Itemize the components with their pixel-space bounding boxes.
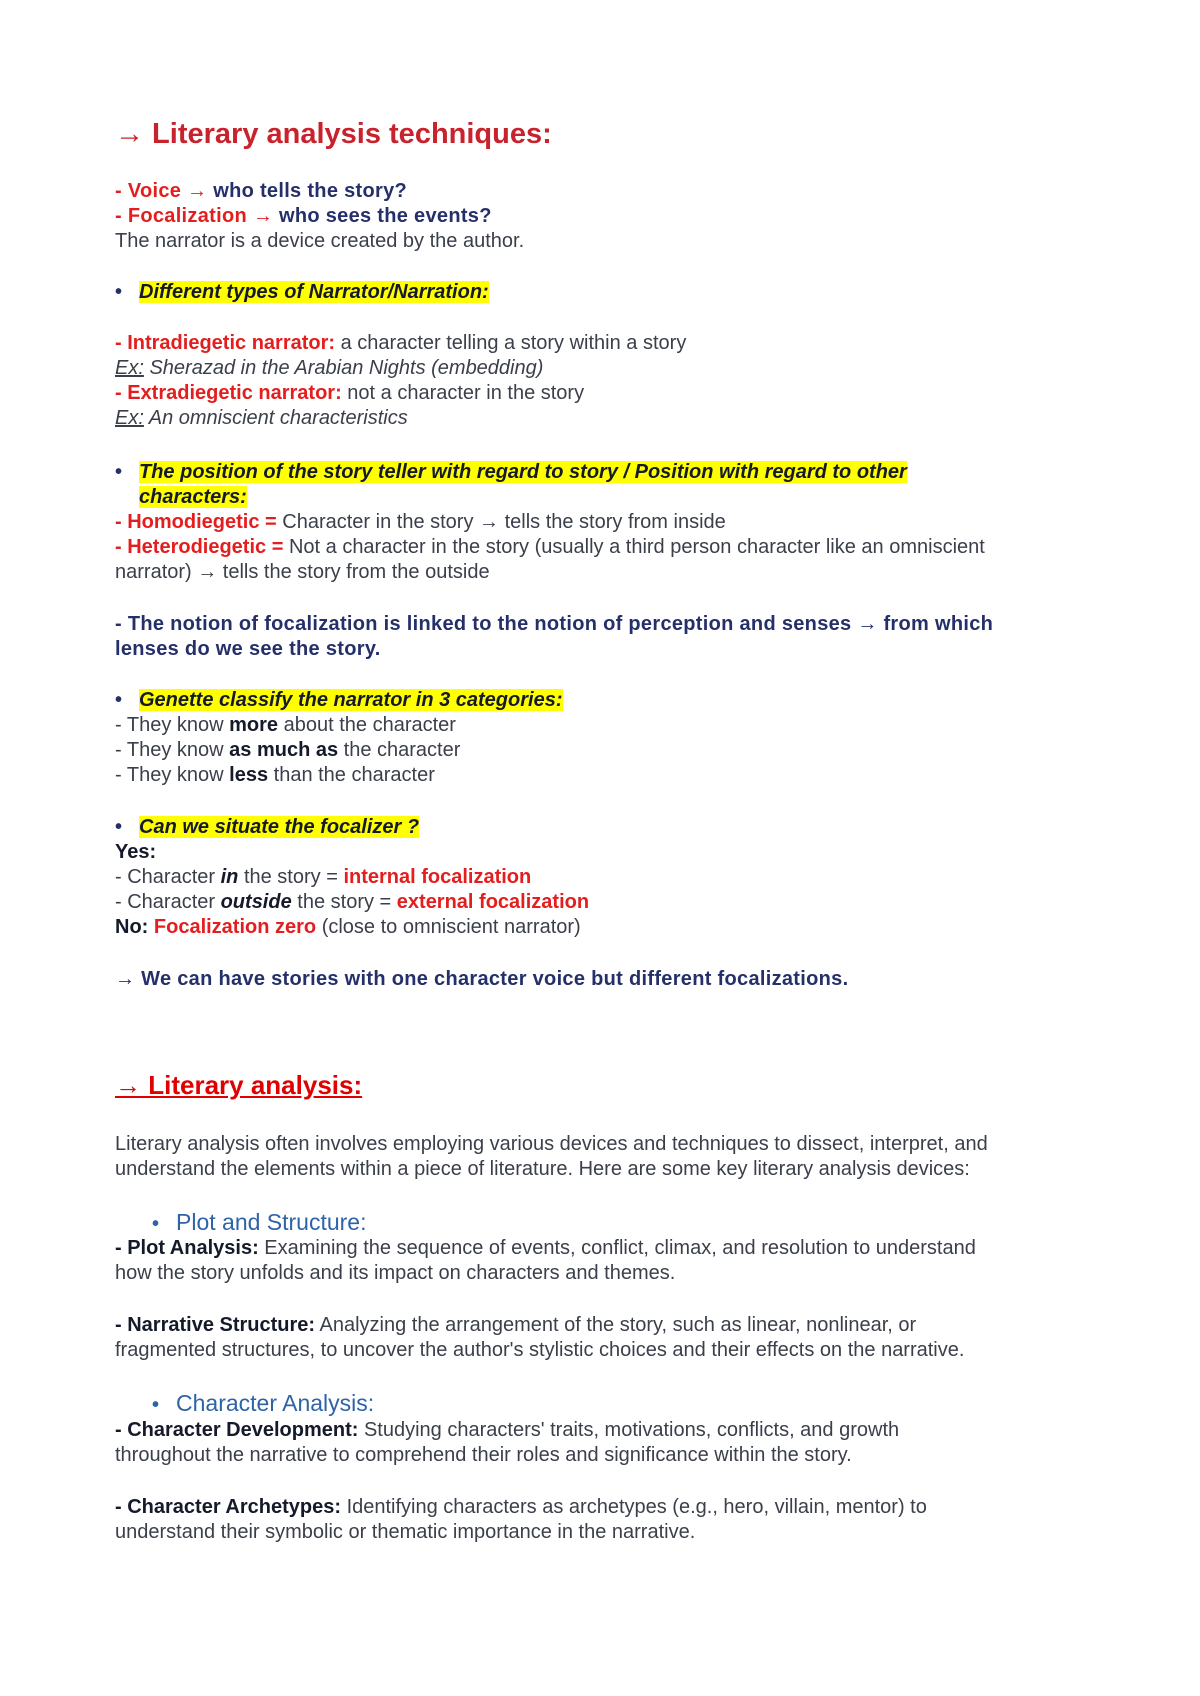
voice-label: - Voice → xyxy=(115,180,208,202)
character-in-middle: the story = xyxy=(243,866,338,888)
plot-analysis-text: Examining the sequence of events, conflict, climax, and resolution to understand xyxy=(264,1237,976,1259)
know-same-emphasis: as much as xyxy=(229,739,339,761)
extradiegetic-line xyxy=(115,381,584,405)
know-less-line xyxy=(115,763,435,787)
character-development-line xyxy=(115,1418,899,1442)
internal-focalization: internal focalization xyxy=(343,866,532,888)
bullet-position-cont xyxy=(139,485,247,509)
voice-line xyxy=(115,179,407,203)
character-analysis-heading xyxy=(152,1389,374,1417)
highlight-position-2: characters: xyxy=(139,486,247,508)
intro-line-1: Literary analysis often involves employing various devices and techniques to dissect, interpret, and xyxy=(115,1133,988,1155)
heterodiegetic-cont: narrator) → tells the story from the outside xyxy=(115,561,490,583)
character-development-text: Studying characters' traits, motivations, conflicts, and growth xyxy=(363,1419,900,1441)
know-more-suffix: about the character xyxy=(283,714,456,736)
no-line xyxy=(115,915,581,939)
section-title-literary-analysis: → Literary analysis: xyxy=(115,1070,363,1100)
character-out-emphasis: outside xyxy=(220,891,292,913)
focalization-zero: Focalization zero xyxy=(153,916,317,938)
character-archetypes-cont: understand their symbolic or thematic importance in the narrative. xyxy=(115,1521,696,1543)
intradiegetic-line xyxy=(115,331,686,355)
character-prefix: - Character xyxy=(115,866,216,888)
bullet-glyph: • xyxy=(152,1394,160,1416)
section-title-techniques: → Literary analysis techniques: xyxy=(115,118,552,150)
know-prefix: - They know xyxy=(115,739,224,761)
know-less-suffix: than the character xyxy=(273,764,435,786)
focalization-notion-2: lenses do we see the story. xyxy=(115,638,381,660)
heterodiegetic-label: - Heterodiegetic = xyxy=(115,536,284,558)
know-prefix: - They know xyxy=(115,714,224,736)
heterodiegetic-text: Not a character in the story (usually a third person character like an omniscient xyxy=(288,536,985,558)
highlight-genette: Genette classify the narrator in 3 categories: xyxy=(139,689,563,711)
bullet-narrator-types xyxy=(115,280,489,304)
intro-line-2: understand the elements within a piece of literature. Here are some key literary analysis devices: xyxy=(115,1158,970,1180)
character-development-label: - Character Development: xyxy=(115,1419,359,1441)
know-less-emphasis: less xyxy=(229,764,269,786)
voice-question: who tells the story? xyxy=(213,180,408,202)
extradiegetic-label: - Extradiegetic narrator: xyxy=(115,382,342,404)
character-analysis-title: Character Analysis: xyxy=(176,1390,375,1416)
bullet-position xyxy=(115,460,907,484)
character-development-cont: throughout the narrative to comprehend their roles and significance within the story. xyxy=(115,1444,852,1466)
character-out-middle: the story = xyxy=(297,891,392,913)
plot-analysis-line xyxy=(115,1236,976,1260)
narrative-structure-label: - Narrative Structure: xyxy=(115,1314,316,1336)
character-prefix: - Character xyxy=(115,891,216,913)
focalization-question: who sees the events? xyxy=(279,205,492,227)
homodiegetic-text: Character in the story → tells the story from inside xyxy=(282,511,726,533)
bullet-glyph: • xyxy=(152,1213,160,1235)
know-same-line xyxy=(115,738,460,762)
bullet-genette xyxy=(115,688,563,712)
character-out-line xyxy=(115,890,589,914)
know-same-suffix: the character xyxy=(343,739,461,761)
plot-analysis-label: - Plot Analysis: xyxy=(115,1237,259,1259)
heterodiegetic-line xyxy=(115,535,985,559)
know-more-emphasis: more xyxy=(229,714,279,736)
bullet-situate xyxy=(115,815,419,839)
focalization-label: - Focalization → xyxy=(115,205,274,227)
highlight-position-1: The position of the story teller with regard to story / Position with regard to other xyxy=(139,461,907,483)
narrative-structure-text: Analyzing the arrangement of the story, such as linear, nonlinear, or xyxy=(319,1314,917,1336)
intradiegetic-text: a character telling a story within a story xyxy=(340,332,687,354)
character-in-emphasis: in xyxy=(220,866,239,888)
narrator-device-text: The narrator is a device created by the author. xyxy=(115,230,525,252)
know-more-line xyxy=(115,713,456,737)
external-focalization: external focalization xyxy=(396,891,590,913)
example-2-line xyxy=(115,406,408,430)
plot-analysis-cont: how the story unfolds and its impact on characters and themes. xyxy=(115,1262,676,1284)
narrative-structure-line xyxy=(115,1313,916,1337)
narrative-structure-cont: fragmented structures, to uncover the author's stylistic choices and their effects on the narrative. xyxy=(115,1339,965,1361)
example-2-label: Ex: xyxy=(115,407,144,429)
character-archetypes-line xyxy=(115,1495,927,1519)
yes-label: Yes: xyxy=(115,841,157,863)
homodiegetic-label: - Homodiegetic = xyxy=(115,511,277,533)
example-1-label: Ex: xyxy=(115,357,144,379)
character-in-line xyxy=(115,865,531,889)
character-archetypes-label: - Character Archetypes: xyxy=(115,1496,342,1518)
extradiegetic-text: not a character in the story xyxy=(347,382,585,404)
no-label: No: xyxy=(115,916,149,938)
character-archetypes-text: Identifying characters as archetypes (e.g., hero, villain, mentor) to xyxy=(346,1496,927,1518)
highlight-situate: Can we situate the focalizer ? xyxy=(139,816,420,838)
homodiegetic-line xyxy=(115,510,726,534)
intradiegetic-label: - Intradiegetic narrator: xyxy=(115,332,336,354)
focalization-notion-1: - The notion of focalization is linked to the notion of perception and senses → from which xyxy=(115,613,994,635)
highlight-narrator-types: Different types of Narrator/Narration: xyxy=(139,281,489,303)
no-text: (close to omniscient narrator) xyxy=(321,916,581,938)
conclusion-line: → We can have stories with one character voice but different focalizations. xyxy=(115,968,849,990)
bullet-glyph: • xyxy=(115,816,123,838)
example-1-line xyxy=(115,356,543,380)
bullet-glyph: • xyxy=(115,689,123,711)
bullet-glyph: • xyxy=(115,461,123,483)
focalization-line xyxy=(115,204,492,228)
plot-structure-heading xyxy=(152,1208,367,1236)
know-prefix: - They know xyxy=(115,764,224,786)
bullet-glyph: • xyxy=(115,281,123,303)
example-1-text: Sherazad in the Arabian Nights (embedding) xyxy=(149,357,544,379)
example-2-text: An omniscient characteristics xyxy=(148,407,408,429)
plot-structure-title: Plot and Structure: xyxy=(176,1209,367,1235)
